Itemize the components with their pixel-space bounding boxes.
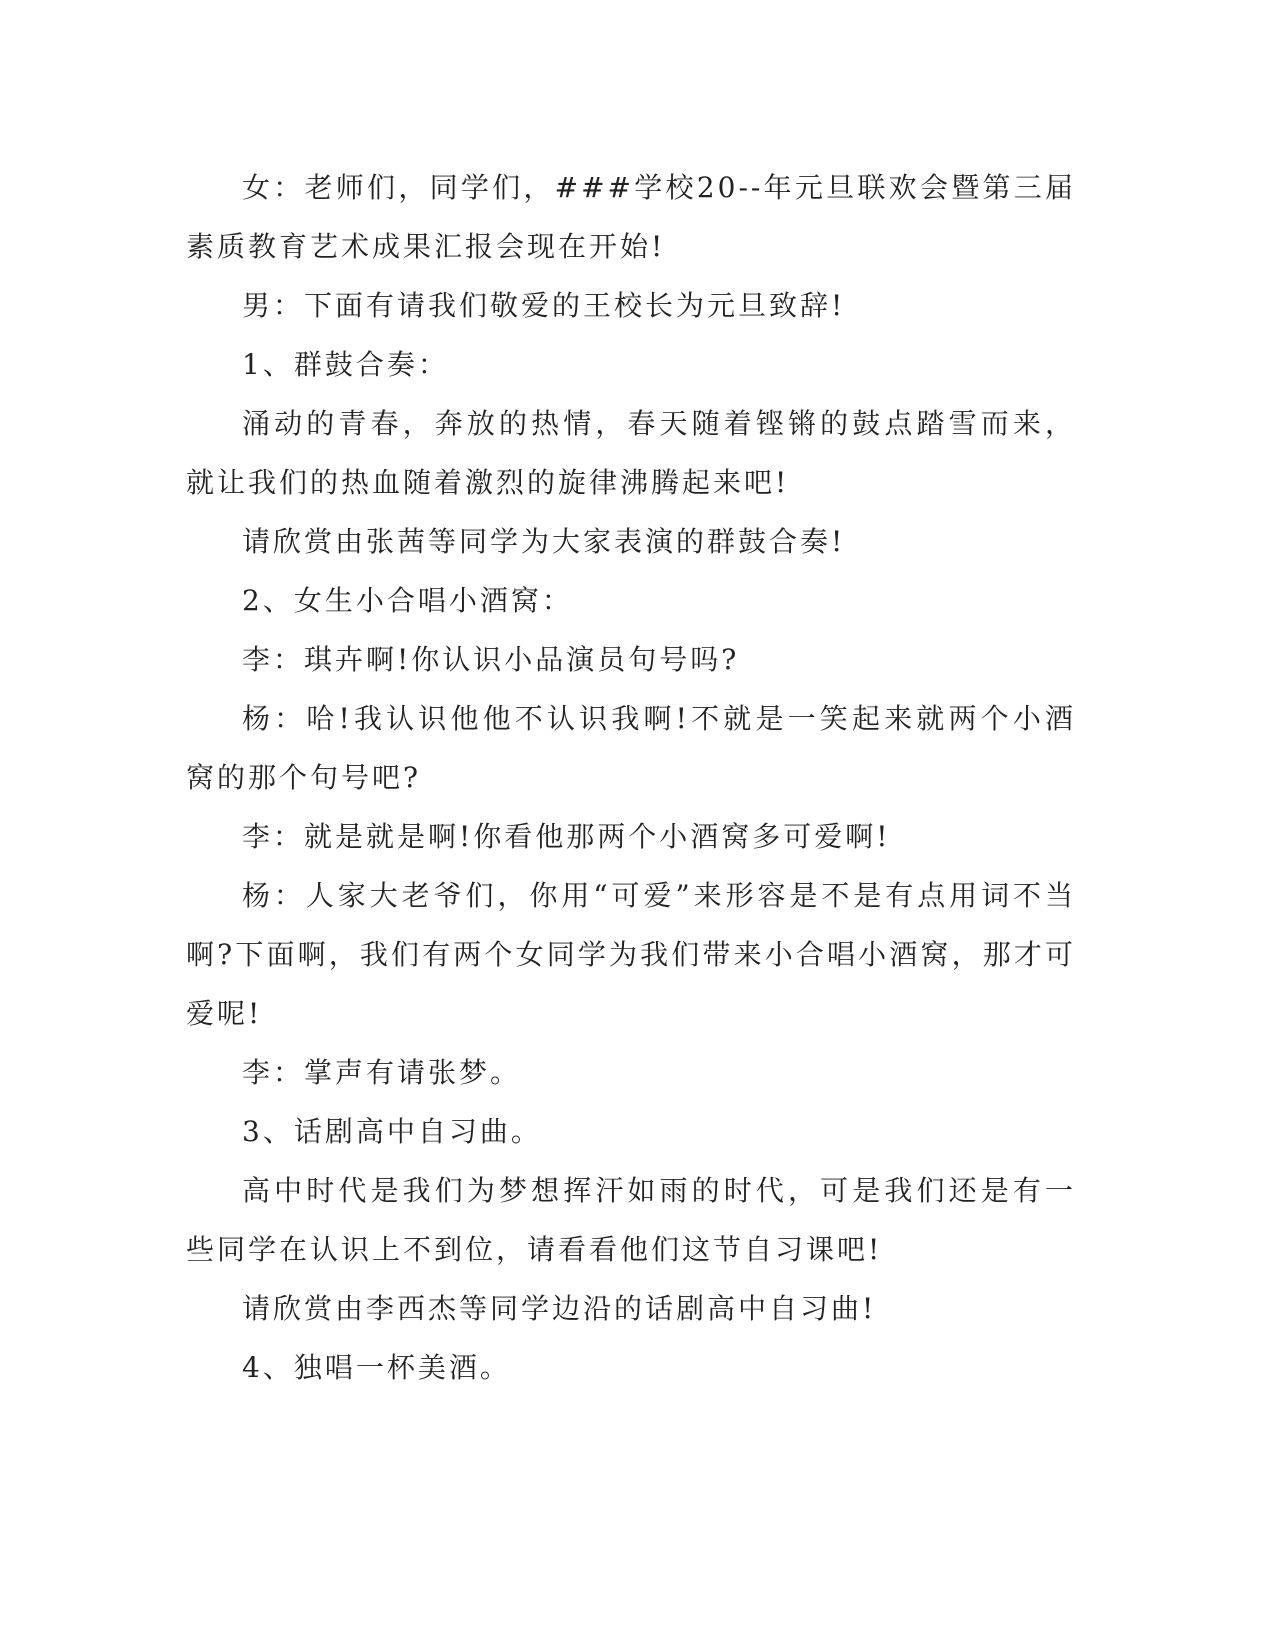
paragraph-dialogue-yang-1: 杨：哈!我认识他他不认识我啊!不就是一笑起来就两个小酒窝的那个句号吧? <box>186 702 1076 794</box>
paragraph-dialogue-li-1: 李：琪卉啊!你认识小品演员句号吗? <box>242 643 740 676</box>
paragraph-program-2-title: 2、女生小合唱小酒窝： <box>242 584 573 617</box>
paragraph-principal-speech: 男：下面有请我们敬爱的王校长为元旦致辞! <box>242 289 846 322</box>
paragraph-program-3-intro: 高中时代是我们为梦想挥汗如雨的时代，可是我们还是有一些同学在认识上不到位，请看看他们这节自习课吧! <box>186 1174 1076 1266</box>
document-body <box>186 158 1076 1397</box>
paragraph-program-4-title: 4、独唱一杯美酒。 <box>242 1351 511 1384</box>
paragraph-dialogue-yang-2: 杨：人家大老爷们，你用“可爱”来形容是不是有点用词不当啊?下面啊，我们有两个女同学为我们带来小合唱小酒窝，那才可爱呢! <box>186 879 1076 1030</box>
paragraph-program-1-intro: 涌动的青春，奔放的热情，春天随着铿锵的鼓点踏雪而来，就让我们的热血随着激烈的旋律沸腾起来吧! <box>186 407 1076 499</box>
paragraph-program-3-invite: 请欣赏由李西杰等同学边沿的话剧高中自习曲! <box>242 1292 877 1325</box>
paragraph-program-3-title: 3、话剧高中自习曲。 <box>242 1115 542 1148</box>
paragraph-program-1-title: 1、群鼓合奏： <box>242 348 449 381</box>
paragraph-dialogue-li-3: 李：掌声有请张梦。 <box>242 1056 522 1089</box>
paragraph-opening-announcement: 女：老师们，同学们，###学校20--年元旦联欢会暨第三届素质教育艺术成果汇报会现在开始! <box>186 171 1076 263</box>
paragraph-dialogue-li-2: 李：就是就是啊!你看他那两个小酒窝多可爱啊! <box>242 820 891 853</box>
paragraph-program-1-invite: 请欣赏由张茜等同学为大家表演的群鼓合奏! <box>242 525 846 558</box>
